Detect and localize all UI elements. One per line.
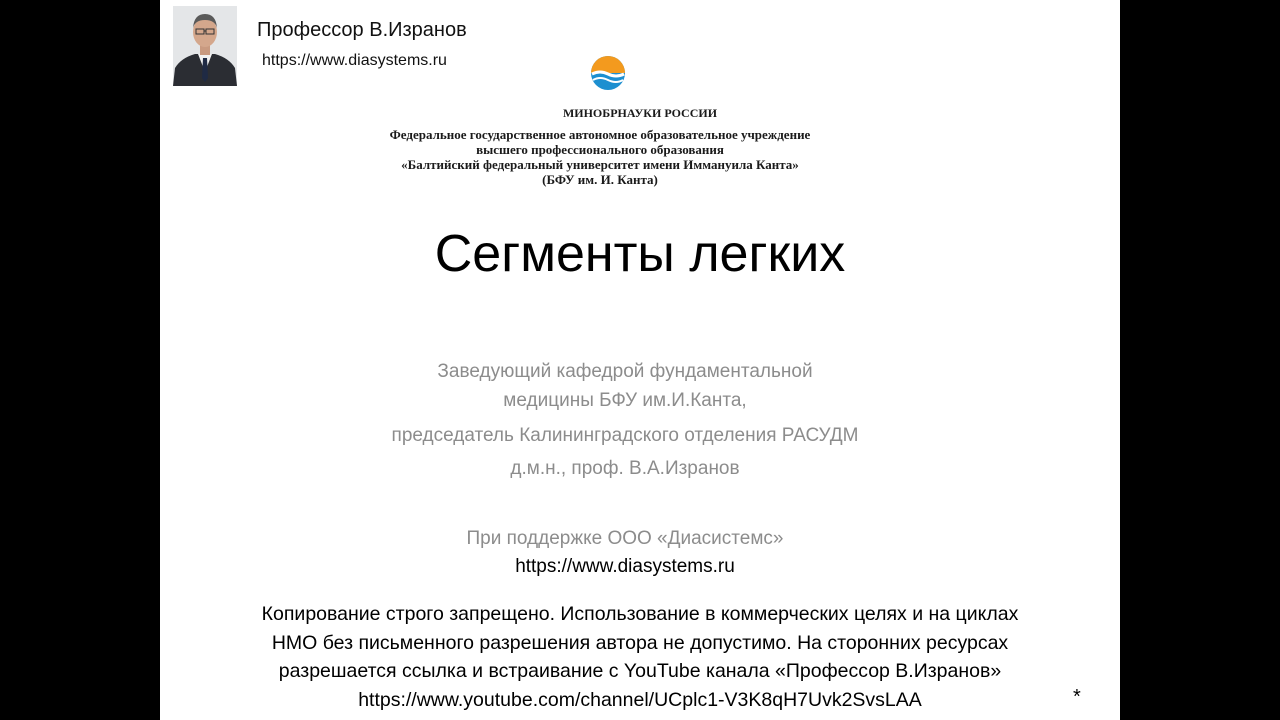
slide [160, 0, 1120, 720]
ministry-label: МИНОБРНАУКИ РОССИИ [562, 106, 718, 120]
speaker-position-line: медицины БФУ им.И.Канта, [503, 390, 747, 411]
footnote-mark: * [1073, 686, 1081, 708]
copyright-line: НМО без письменного разрешения автора не допустимо. На сторонних ресурсах [271, 631, 1009, 654]
author-site-link[interactable]: https://www.diasystems.ru [262, 52, 447, 69]
copyright-line: Копирование строго запрещено. Использование в коммерческих целях и на циклах [261, 603, 1019, 625]
institution-block [340, 127, 860, 187]
author-photo [173, 6, 237, 86]
author-photo-image [173, 6, 237, 86]
support-text: При поддержке ООО «Диасистемс» [466, 528, 784, 549]
speaker-affiliation-line: председатель Калининградского отделения РАСУДМ [391, 425, 859, 446]
copyright-notice [160, 600, 1120, 714]
author-name: Профессор В.Изранов [257, 19, 467, 41]
university-logo-icon [590, 55, 626, 91]
speaker-name-line: д.м.н., проф. В.А.Изранов [510, 458, 740, 479]
institution-line: Федеральное государственное автономное образовательное учреждение [389, 127, 811, 142]
youtube-channel-link[interactable]: https://www.youtube.com/channel/UCplc1-V3K8qH7Uvk2SvsLAA [358, 688, 922, 711]
institution-line: (БФУ им. И. Канта) [542, 172, 658, 187]
copyright-line: разрешается ссылка и встраивание с YouTube канала «Профессор В.Изранов» [278, 660, 1002, 682]
institution-line: высшего профессионального образования [476, 142, 724, 157]
support-url-link[interactable]: https://www.diasystems.ru [515, 556, 735, 577]
speaker-position-line: Заведующий кафедрой фундаментальной [437, 361, 813, 382]
institution-line: «Балтийский федеральный университет имени Иммануила Канта» [401, 157, 799, 172]
slide-title: Сегменты легких [434, 225, 846, 283]
